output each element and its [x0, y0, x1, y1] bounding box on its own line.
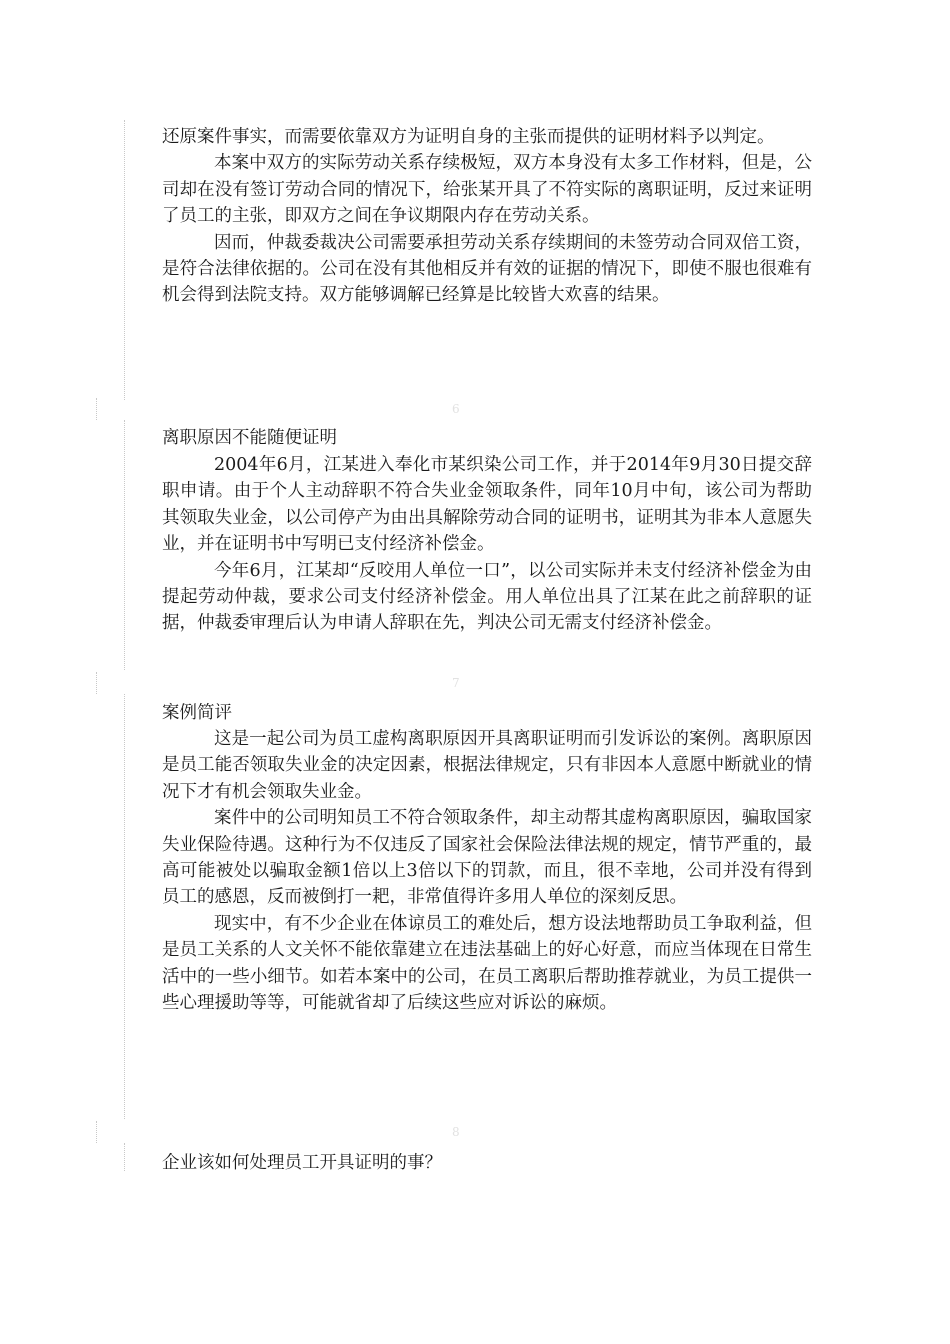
case-review — [162, 726, 812, 1016]
paragraph: 2004年6月，江某进入奉化市某织染公司工作，并于2014年9月30日提交辞职申请。由于个人主动辞职不符合失业金领取条件，同年10月中旬，该公司为帮助其领取失业金，以公司停产为由出具解除劳动合同的证明书，证明其为非本人意愿失业，并在证明书中写明已支付经济补偿金。 — [162, 455, 812, 555]
paragraph: 现实中，有不少企业在体谅员工的难处后，想方设法地帮助员工争取利益，但是员工关系的人文关怀不能依靠建立在违法基础上的好心好意，而应当体现在日常生活中的一些小细节。如若本案中的公司，在员工离职后帮助推荐就业，为员工提供一些心理援助等等，可能就省却了后续这些应对诉讼的麻烦。 — [162, 913, 812, 1014]
section-number-mark: 8 — [452, 1125, 462, 1139]
margin-rule — [124, 1143, 125, 1171]
section-number-mark: 6 — [452, 402, 462, 416]
paragraph: 这是一起公司为员工虚构离职原因开具离职证明而引发诉讼的案例。离职原因是员工能否领取失业金的决定因素，根据法律规定，只有非因本人意愿中断就业的情况下才有机会领取失业金。 — [162, 729, 812, 802]
margin-rule — [124, 120, 125, 400]
section-number-mark: 7 — [452, 676, 462, 690]
section-heading: 离职原因不能随便证明 — [162, 428, 337, 448]
margin-rule — [124, 694, 125, 1119]
paragraph: 案件中的公司明知员工不符合领取条件，却主动帮其虚构离职原因，骗取国家失业保险待遇。这种行为不仅违反了国家社会保险法律法规的规定，情节严重的，最高可能被处以骗取金额1倍以上3倍以下的罚款，而且，很不幸地，公司并没有得到员工的感恩，反而被倒打一耙，非常值得许多用人单位的深刻反思。 — [162, 808, 812, 908]
section-heading: 企业该如何处理员工开具证明的事？ — [162, 1153, 442, 1173]
margin-rule — [96, 398, 97, 420]
paragraph: 今年6月，江某却“反咬用人单位一口”，以公司实际并未支付经济补偿金为由提起劳动仲裁，要求公司支付经济补偿金。用人单位出具了江某在此之前辞职的证据，仲裁委审理后认为申请人辞职在先，判决公司无需支付经济补偿金。 — [162, 560, 812, 634]
margin-rule — [96, 1121, 97, 1143]
section-heading: 案例简评 — [162, 703, 232, 723]
case-description — [162, 452, 812, 637]
paragraph: 因而，仲裁委裁决公司需要承担劳动关系存续期间的未签劳动合同双倍工资，是符合法律依据的。公司在没有其他相反并有效的证据的情况下，即使不服也很难有机会得到法院支持。双方能够调解已经算是比较皆大欢喜的结果。 — [162, 232, 812, 306]
case-analysis-continued — [162, 124, 812, 309]
paragraph: 还原案件事实，而需要依靠双方为证明自身的主张而提供的证明材料予以判定。 — [162, 127, 775, 147]
margin-rule — [96, 672, 97, 694]
paragraph: 本案中双方的实际劳动关系存续极短，双方本身没有太多工作材料，但是，公司却在没有签订劳动合同的情况下，给张某开具了不符实际的离职证明，反过来证明了员工的主张，即双方之间在争议期限内存在劳动关系。 — [162, 153, 812, 227]
margin-rule — [124, 420, 125, 670]
